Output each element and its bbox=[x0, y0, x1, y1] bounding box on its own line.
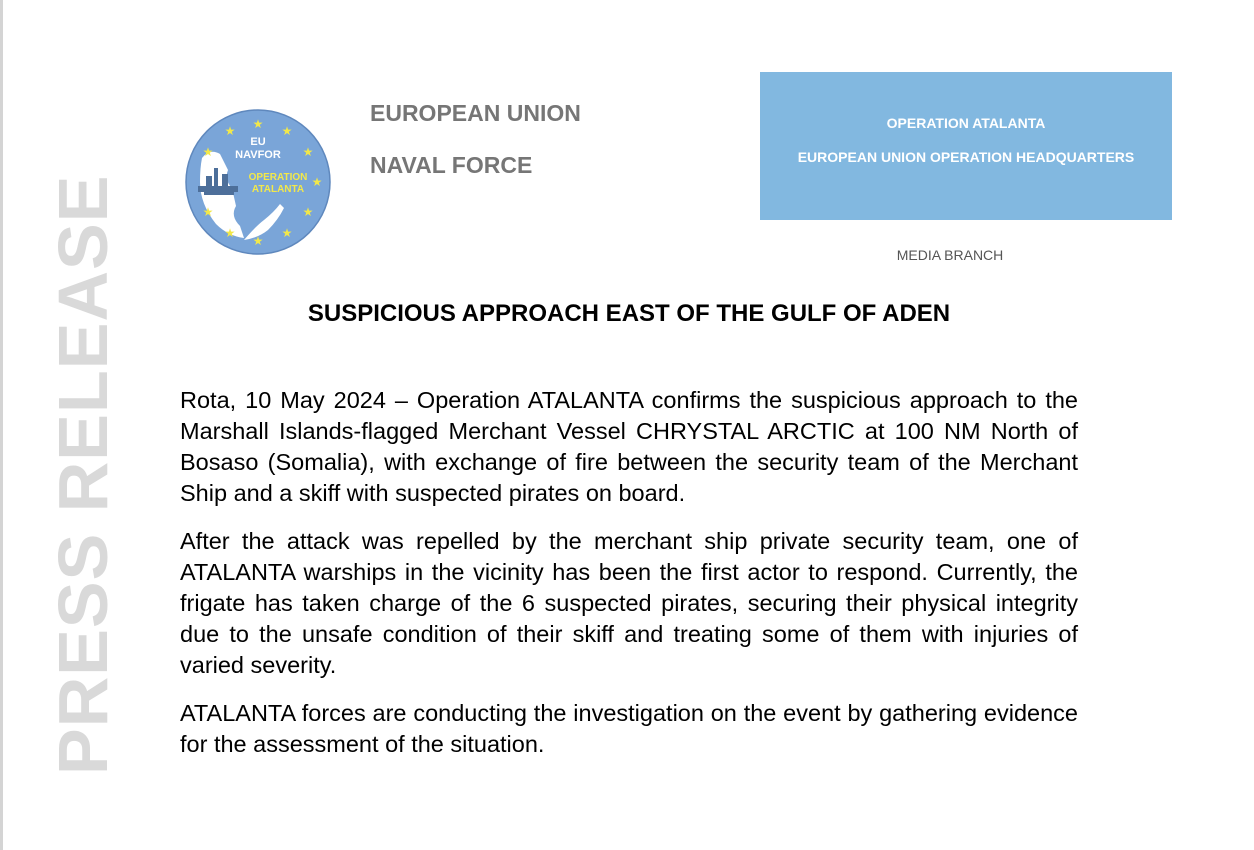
svg-text:★: ★ bbox=[202, 205, 214, 219]
svg-text:★: ★ bbox=[252, 117, 264, 131]
body-paragraph-2: After the attack was repelled by the merchant ship private security team, one of ATALANTA warships in the vicinity has been the first actor to respond. Currently, the frigate has taken charge of the 6 suspected pirates, securing their physical integrity due to the unsafe condition of their skiff and treating some of them with injuries of varied severity. bbox=[180, 528, 1078, 678]
eu-navfor-atalanta-logo bbox=[184, 108, 332, 256]
body-paragraph-1: Rota, 10 May 2024 – Operation ATALANTA confirms the suspicious approach to the Marshall Islands-flagged Merchant Vessel CHRYSTAL ARCTIC at 100 NM North of Bosaso (Somalia), with exchange of fire between the security team of the Merchant Ship and a skiff with suspected pirates on board. bbox=[180, 387, 1078, 506]
svg-text:★: ★ bbox=[224, 226, 236, 240]
org-name-line-2: NAVAL FORCE bbox=[370, 152, 533, 178]
svg-text:★: ★ bbox=[202, 145, 214, 159]
logo-text-atalanta: ATALANTA bbox=[251, 184, 305, 195]
logo-text-navfor: NAVFOR bbox=[235, 149, 281, 161]
press-release-headline: SUSPICIOUS APPROACH EAST OF THE GULF OF ADEN bbox=[307, 300, 951, 327]
svg-text:★: ★ bbox=[281, 226, 293, 240]
press-release-side-label: PRESS RELEASE bbox=[44, 174, 122, 775]
svg-text:★: ★ bbox=[252, 234, 264, 248]
svg-text:★: ★ bbox=[281, 124, 293, 138]
page-edge bbox=[0, 0, 3, 850]
org-name-line-1: EUROPEAN UNION bbox=[370, 100, 581, 126]
svg-text:★: ★ bbox=[224, 124, 236, 138]
svg-text:★: ★ bbox=[302, 205, 314, 219]
press-release-body bbox=[180, 385, 1078, 777]
media-branch-label: MEDIA BRANCH bbox=[896, 247, 1004, 263]
svg-text:★: ★ bbox=[302, 145, 314, 159]
svg-text:★: ★ bbox=[311, 175, 323, 189]
logo-text-eu: EU bbox=[250, 136, 266, 148]
hq-box-line-1: OPERATION ATALANTA bbox=[886, 115, 1046, 131]
hq-box-line-2: EUROPEAN UNION OPERATION HEADQUARTERS bbox=[797, 149, 1135, 165]
body-paragraph-3: ATALANTA forces are conducting the investigation on the event by gathering evidence for the assessment of the situation. bbox=[180, 700, 1078, 757]
logo-text-operation: OPERATION bbox=[248, 172, 308, 183]
operation-hq-box bbox=[760, 72, 1172, 220]
